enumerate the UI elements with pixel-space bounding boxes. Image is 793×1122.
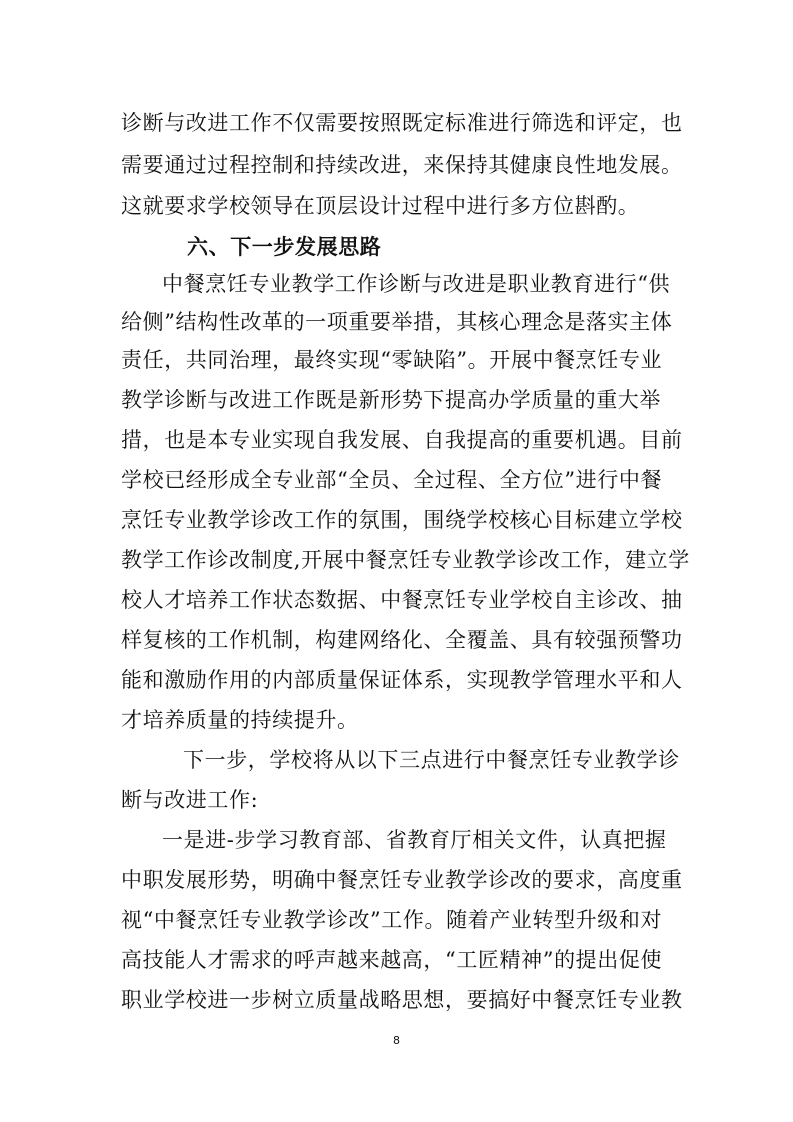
text-line: 下一步，学校将从以下三点进行中餐烹饪专业教学诊 — [183, 748, 680, 772]
text-line: 学校已经形成全专业部“全员、全过程、全方位”进行中餐 — [121, 468, 663, 492]
text-line: 给侧”结构性改革的一项重要举措，其核心理念是落实主体 — [121, 310, 673, 334]
page-number: 8 — [393, 1034, 400, 1047]
text-line: 烹饪专业教学诊改工作的氛围，围绕学校核心目标建立学校 — [121, 508, 683, 532]
text-line: 高技能人才需求的呼声越来越高，“工匠精神”的提出促使 — [121, 948, 663, 972]
text-line: 中职发展形势，明确中餐烹饪专业教学诊改的要求，高度重 — [121, 868, 683, 892]
text-line: 校人才培养工作状态数据、中餐烹饪专业学校自主诊改、抽 — [121, 588, 683, 612]
text-line: 需要通过过程控制和持续改进，来保持其健康良性地发展。 — [121, 153, 683, 177]
text-line: 样复核的工作机制，构建网络化、全覆盖、具有较强预警功 — [121, 628, 683, 652]
text-line: 诊断与改进工作不仅需要按照既定标准进行筛选和评定，也 — [121, 111, 683, 135]
text-line: 断与改进工作: — [121, 788, 259, 812]
text-line: 一是进-步学习教育部、省教育厅相关文件，认真把握 — [162, 828, 667, 852]
text-line: 中餐烹饪专业教学工作诊断与改进是职业教育进行“供 — [162, 272, 671, 296]
text-line: 教学诊断与改进工作既是新形势下提高办学质量的重大举 — [121, 388, 661, 412]
text-line: 职业学校进一步树立质量战略思想，要搞好中餐烹饪专业教 — [121, 988, 683, 1012]
text-line: 能和激励作用的内部质量保证体系，实现教学管理水平和人 — [121, 668, 683, 692]
text-line: 视“中餐烹饪专业教学诊改”工作。随着产业转型升级和对 — [121, 908, 663, 932]
text-line: 教学工作诊改制度,开展中餐烹饪专业教学诊改工作，建立学 — [121, 548, 690, 572]
text-line: 这就要求学校领导在顶层设计过程中进行多方位斟酌。 — [121, 194, 640, 218]
text-line: 措，也是本专业实现自我发展、自我提高的重要机遇。目前 — [121, 428, 683, 452]
text-line: 才培养质量的持续提升。 — [121, 708, 359, 732]
text-line: 责任，共同治理，最终实现“零缺陷”。开展中餐烹饪专业 — [121, 348, 663, 372]
section-heading: 六、下一步发展思路 — [187, 235, 382, 259]
